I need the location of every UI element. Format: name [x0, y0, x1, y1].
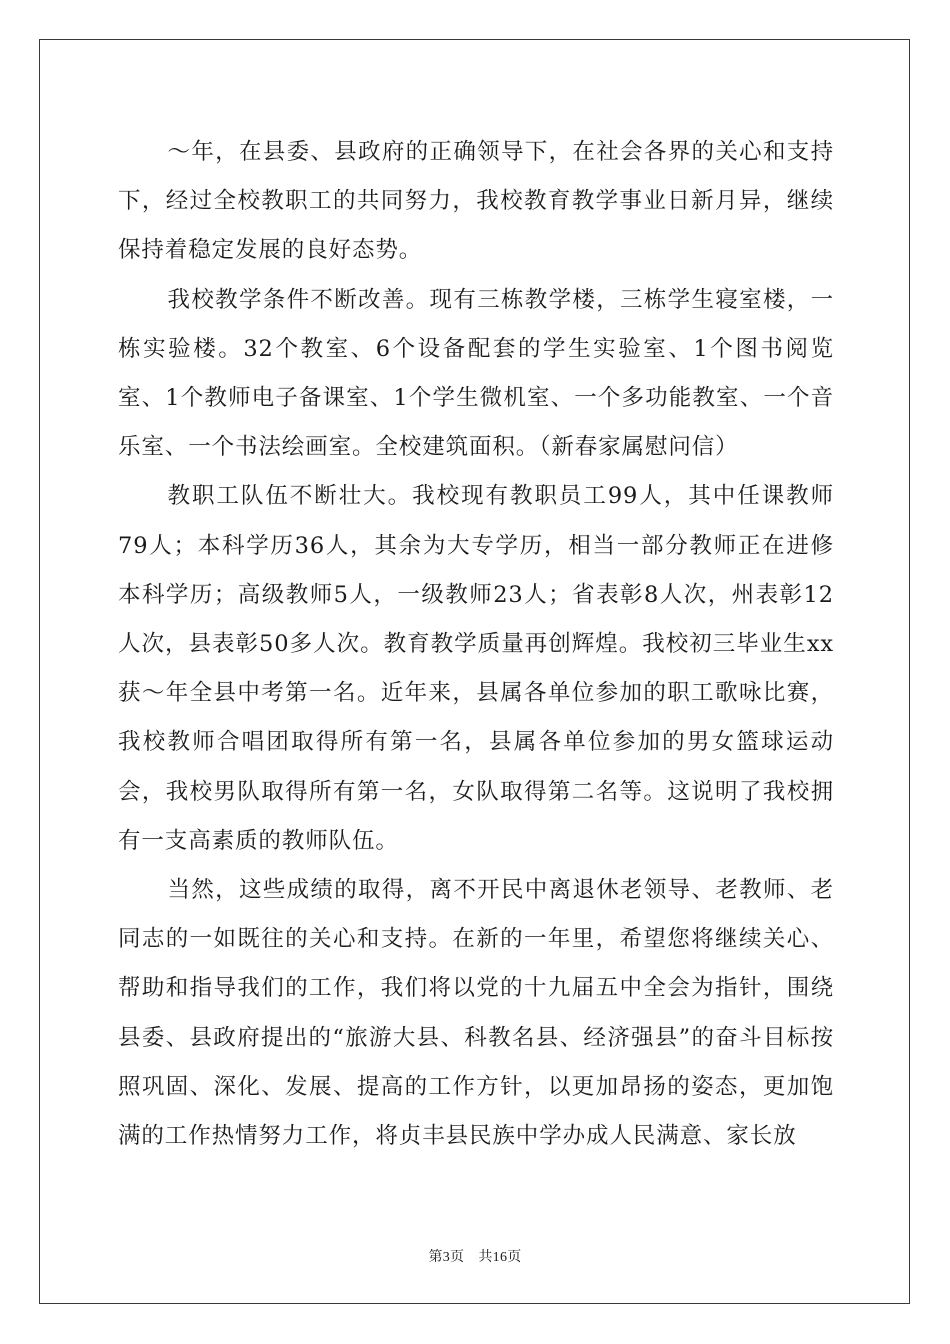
- paragraph-1: ～年，在县委、县政府的正确领导下，在社会各界的关心和支持下，经过全校教职工的共同努力，我校教育教学事业日新月异，继续保持着稳定发展的良好态势。: [118, 139, 834, 264]
- page-footer: [0, 1246, 950, 1266]
- document-body: [118, 128, 834, 1161]
- paragraph-4: 当然，这些成绩的取得，离不开民中离退休老领导、老教师、老同志的一如既往的关心和支持。在新的一年里，希望您将继续关心、帮助和指导我们的工作，我们将以党的十九届五中全会为指针，围绕县委、县政府提出的“旅游大县、科教名县、经济强县”的奋斗目标按照巩固、深化、发展、提高的工作方针，以更加昂扬的姿态，更加饱满的工作热情努力工作，将贞丰县民族中学办成人民满意、家长放: [118, 877, 834, 1150]
- current-page-number: 第3页: [428, 1250, 465, 1265]
- paragraph-3: 教职工队伍不断壮大。我校现有教职员工99人，其中任课教师79人；本科学历36人，其余为大专学历，相当一部分教师正在进修本科学历；高级教师5人，一级教师23人；省表彰8人次，州表彰12人次，县表彰50多人次。教育教学质量再创辉煌。我校初三毕业生xx获～年全县中考第一名。近年来，县属各单位参加的职工歌咏比赛，我校教师合唱团取得所有第一名，县属各单位参加的男女篮球运动会，我校男队取得所有第一名，女队取得第二名等。这说明了我校拥有一支高素质的教师队伍。: [118, 483, 834, 854]
- total-page-count: 共16页: [478, 1250, 522, 1265]
- paragraph-2: 我校教学条件不断改善。现有三栋教学楼，三栋学生寝室楼，一栋实验楼。32个教室、6个设备配套的学生实验室、1个图书阅览室、1个教师电子备课室、1个学生微机室、一个多功能教室、一个音乐室、一个书法绘画室。全校建筑面积。（新春家属慰问信）: [118, 286, 834, 461]
